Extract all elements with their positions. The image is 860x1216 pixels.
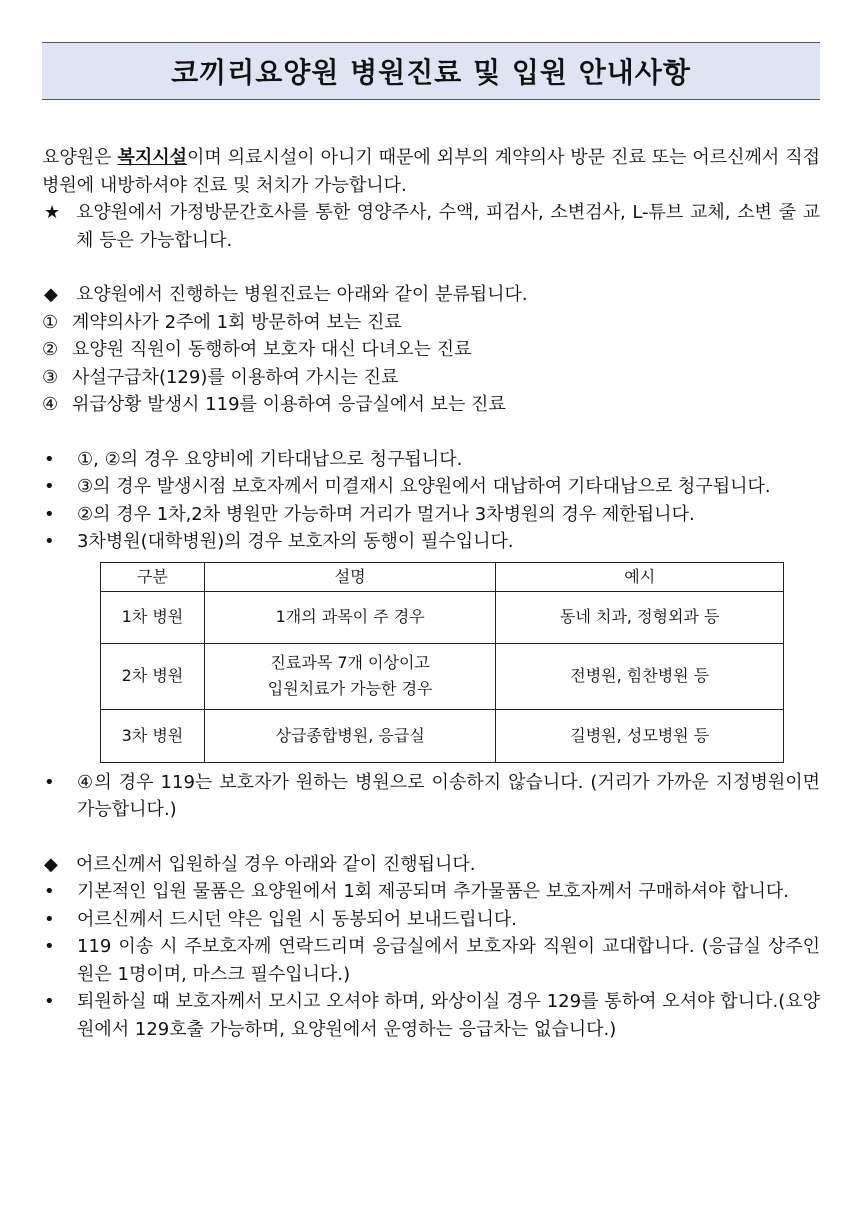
diamond-icon: ◆ xyxy=(44,284,58,305)
table-cell-example: 전병원, 힘찬병원 등 xyxy=(496,643,784,709)
table-cell-type: 2차 병원 xyxy=(101,643,205,709)
list-item xyxy=(42,391,820,419)
bullet-text: 퇴원하실 때 보호자께서 모시고 오셔야 하며, 와상이실 경우 129를 통하여 오셔야 합니다.(요양원에서 129호출 가능하며, 요양원에서 운영하는 응급차는 없습니다.) xyxy=(77,991,820,1040)
list-item xyxy=(42,309,820,337)
column-header-type: 구분 xyxy=(101,562,205,591)
bullet-item xyxy=(42,769,820,824)
diamond-icon: ◆ xyxy=(44,853,58,875)
bullet-icon: • xyxy=(44,771,55,793)
table-cell-type: 1차 병원 xyxy=(101,591,205,643)
bullet-item xyxy=(42,473,820,501)
bullet-item xyxy=(42,933,820,988)
star-icon: ★ xyxy=(44,202,61,223)
table-row xyxy=(101,591,784,643)
bullet-text: ④의 경우 119는 보호자가 원하는 병원으로 이송하지 않습니다. (거리가 가까운 지정병원이면 가능합니다.) xyxy=(77,771,820,820)
table-cell-type: 3차 병원 xyxy=(101,709,205,762)
column-header-example: 예시 xyxy=(496,562,784,591)
table-cell-description xyxy=(204,643,496,709)
bullet-text: ①, ②의 경우 요양비에 기타대납으로 청구됩니다. xyxy=(77,448,463,470)
bullet-icon: • xyxy=(44,531,55,552)
list-item-text: 계약의사가 2주에 1회 방문하여 보는 진료 xyxy=(72,311,402,333)
table-row xyxy=(101,643,784,709)
bullet-icon: • xyxy=(44,991,55,1012)
hospital-tier-table xyxy=(100,562,784,763)
bullet-text: ③의 경우 발생시점 보호자께서 미결재시 요양원에서 대납하여 기타대납으로 청구됩니다. xyxy=(77,476,771,497)
bullet-icon: • xyxy=(44,476,55,497)
list-item-text: 위급상황 발생시 119를 이용하여 응급실에서 보는 진료 xyxy=(72,394,506,415)
bullet-item xyxy=(42,906,820,934)
description-line: 진료과목 7개 이상이고 xyxy=(270,653,430,672)
list-item-text: 요양원 직원이 동행하여 보호자 대신 다녀오는 진료 xyxy=(72,339,472,360)
list-item-text: 사설구급차(129)를 이용하여 가시는 진료 xyxy=(72,366,399,388)
bullet-icon: • xyxy=(44,908,55,930)
list-number: ③ xyxy=(42,366,59,388)
section2-heading xyxy=(42,851,820,879)
column-header-description: 설명 xyxy=(204,562,496,591)
bullet-icon: • xyxy=(44,503,55,525)
bullet-text: 어르신께서 드시던 약은 입원 시 동봉되어 보내드립니다. xyxy=(77,908,517,930)
page-title: 코끼리요양원 병원진료 및 입원 안내사항 xyxy=(171,56,691,89)
table-cell-description: 상급종합병원, 응급실 xyxy=(204,709,496,762)
bullet-icon: • xyxy=(44,881,55,902)
bullet-text: 119 이송 시 주보호자께 연락드리며 응급실에서 보호자와 직원이 교대합니다. (응급실 상주인원은 1명이며, 마스크 필수입니다.) xyxy=(77,936,820,985)
bullet-icon: • xyxy=(44,448,55,470)
table-header-row xyxy=(101,562,784,591)
document-body xyxy=(42,144,820,1043)
section1-heading xyxy=(42,281,820,309)
section2-heading-text: 어르신께서 입원하실 경우 아래와 같이 진행됩니다. xyxy=(76,853,476,875)
table-row xyxy=(101,709,784,762)
star-note xyxy=(42,199,820,254)
bullet-text: 기본적인 입원 물품은 요양원에서 1회 제공되며 추가물품은 보호자께서 구매하셔야 합니다. xyxy=(77,881,790,902)
table-cell-example: 동네 치과, 정형외과 등 xyxy=(496,591,784,643)
bullet-icon: • xyxy=(44,936,55,957)
list-number: ④ xyxy=(42,394,59,415)
intro-paragraph xyxy=(42,144,820,199)
intro-text-start: 요양원은 xyxy=(42,147,118,168)
star-note-text: 요양원에서 가정방문간호사를 통한 영양주사, 수액, 피검사, 소변검사, L-튜브 교체, 소변 줄 교체 등은 가능합니다. xyxy=(76,202,820,251)
list-item xyxy=(42,336,820,364)
section1-heading-text: 요양원에서 진행하는 병원진료는 아래와 같이 분류됩니다. xyxy=(76,284,528,305)
table-cell-description: 1개의 과목이 주 경우 xyxy=(204,591,496,643)
intro-text-end: 이며 의료시설이 아니기 때문에 외부의 계약의사 방문 진료 또는 어르신께서 직접 병원에 내방하셔야 진료 및 처치가 가능합니다. xyxy=(42,147,820,196)
list-number: ② xyxy=(42,339,59,360)
bullet-item xyxy=(42,988,820,1043)
bullet-text: ②의 경우 1차,2차 병원만 가능하며 거리가 멀거나 3차병원의 경우 제한됩니다. xyxy=(77,503,695,525)
table-cell-example: 길병원, 성모병원 등 xyxy=(496,709,784,762)
description-line: 입원치료가 가능한 경우 xyxy=(267,679,433,698)
list-item xyxy=(42,364,820,392)
bullet-item xyxy=(42,878,820,906)
intro-emphasis: 복지시설 xyxy=(117,147,188,168)
list-number: ① xyxy=(42,311,59,333)
bullet-item xyxy=(42,528,820,556)
bullet-text: 3차병원(대학병원)의 경우 보호자의 동행이 필수입니다. xyxy=(77,531,514,552)
bullet-item xyxy=(42,501,820,529)
title-banner xyxy=(42,42,820,100)
bullet-item xyxy=(42,446,820,474)
